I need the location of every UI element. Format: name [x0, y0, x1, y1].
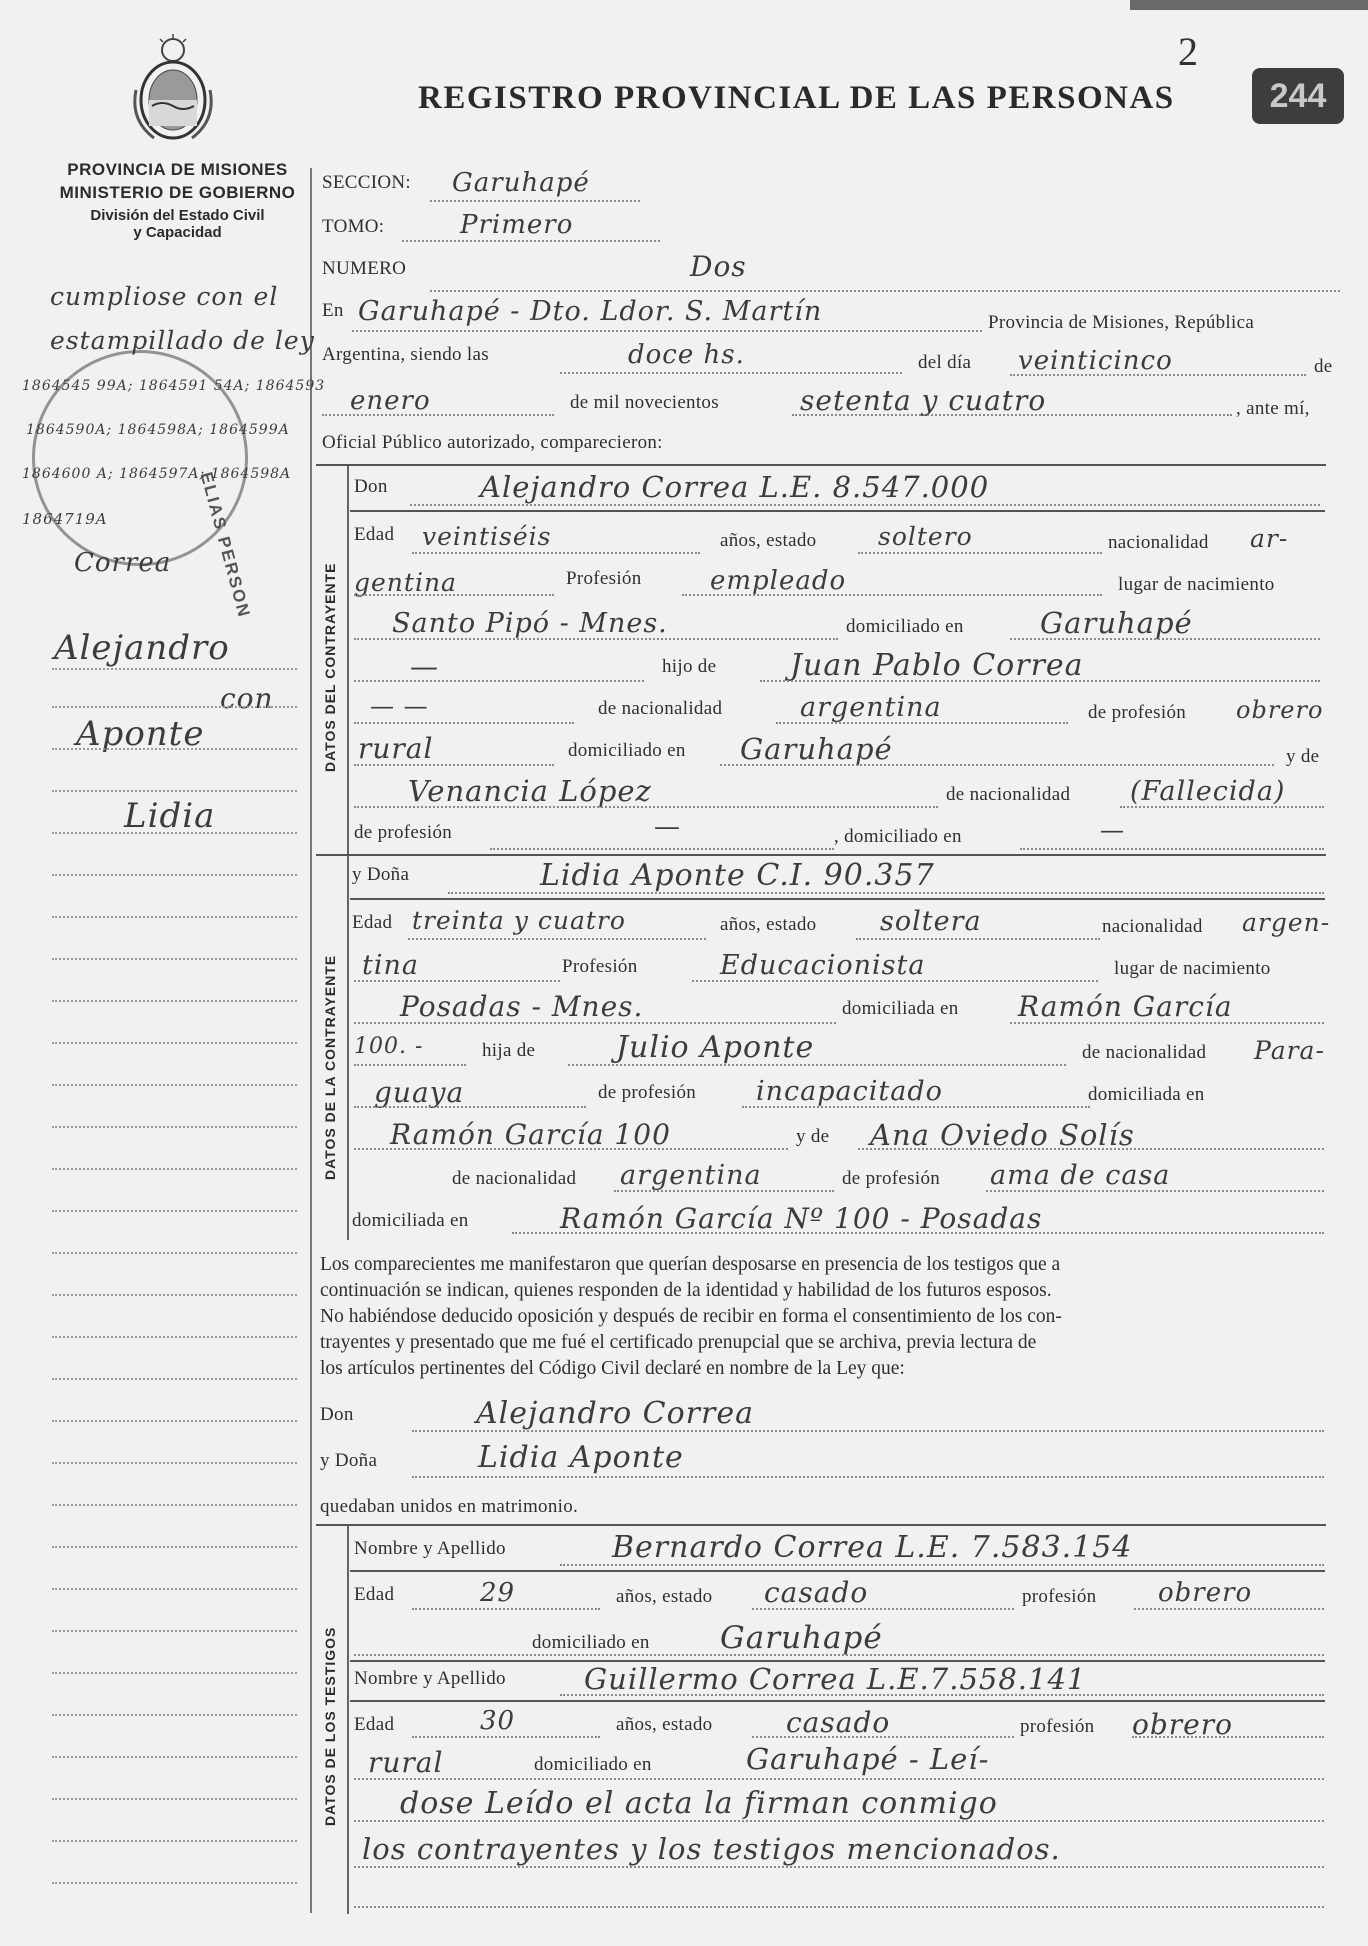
- margin-name-con: con: [220, 682, 274, 715]
- mes-value: enero: [350, 386, 431, 416]
- novia-padre-nac-b: guaya: [374, 1076, 465, 1109]
- lugar-value: Garuhapé - Dto. Ldor. S. Martín: [358, 296, 823, 327]
- novio-profesion: empleado: [710, 566, 847, 596]
- novio-nac-a: ar-: [1250, 524, 1289, 553]
- novio-lugar-nac: Santo Pipó - Mnes.: [392, 608, 668, 639]
- t2-nombre: Guillermo Correa L.E.7.558.141: [584, 1662, 1087, 1696]
- page-title: REGISTRO PROVINCIAL DE LAS PERSONAS: [418, 80, 1175, 116]
- margin-note-3: 1864545 99A; 1864591 54A; 1864593: [22, 378, 326, 394]
- novio-nombre: Alejandro Correa L.E. 8.547.000: [480, 470, 990, 504]
- novio-padre-prof-b: rural: [358, 732, 434, 765]
- novia-lugar-nac: Posadas - Mnes.: [400, 990, 644, 1023]
- cierre-line-2: los contrayentes y los testigos mencionados.: [362, 1832, 1061, 1866]
- t2-edad-label: Edad: [354, 1714, 395, 1735]
- novio-madre-nac-label: de nacionalidad: [946, 784, 1071, 805]
- testigos-side-label: DATOS DE LOS TESTIGOS: [322, 1626, 338, 1826]
- page-number: 2: [1178, 29, 1198, 74]
- t1-prof-label: profesión: [1022, 1586, 1097, 1607]
- de-mil-label: de mil novecientos: [570, 392, 719, 413]
- y-de-label: y de: [1286, 746, 1320, 767]
- novio-padre-prof-label: de profesión: [1088, 702, 1187, 723]
- hora-value: doce hs.: [628, 340, 745, 370]
- seccion-value: Garuhapé: [452, 168, 590, 198]
- novia-padre: Julio Aponte: [616, 1030, 815, 1065]
- novio-nac-b: gentina: [354, 568, 457, 597]
- novio-madre-nac: (Fallecida): [1130, 776, 1286, 807]
- declaracion-line-4: trayentes y presentado que me fué el certificado prenupcial que se archiva, previa lectura de: [320, 1332, 1037, 1353]
- contrayente-la-section-rule: [347, 856, 349, 1240]
- novia-madre-domic: Ramón García Nº 100 - Posadas: [560, 1202, 1043, 1235]
- novio-padre: Juan Pablo Correa: [790, 648, 1084, 683]
- declaracion-paragraph: [320, 1252, 1325, 1382]
- t1-prof: obrero: [1158, 1578, 1253, 1608]
- novia-domicilio-b: 100. -: [354, 1034, 424, 1059]
- margin-name-lidia: Lidia: [124, 796, 216, 836]
- t2-estado: casado: [786, 1706, 891, 1739]
- t2-nombre-label: Nombre y Apellido: [354, 1668, 506, 1689]
- novia-madre-nac: argentina: [620, 1160, 762, 1191]
- top-edge-shadow: [1130, 0, 1368, 10]
- testigos-section-rule: [347, 1526, 349, 1914]
- margin-signature: Correa: [74, 548, 172, 578]
- numero-value: Dos: [690, 250, 747, 283]
- novia-padre-nac-a: Para-: [1254, 1036, 1325, 1065]
- novio-padre-nac-label: de nacionalidad: [598, 698, 723, 719]
- decl-don-label: Don: [320, 1404, 354, 1425]
- t2-anios-estado-label: años, estado: [616, 1714, 713, 1735]
- margin-note-5: 1864600 A; 1864597A; 1864598A: [22, 466, 292, 482]
- tomo-label: TOMO:: [322, 216, 385, 237]
- t2-edad: 30: [480, 1706, 516, 1736]
- hijo-de-label: hijo de: [662, 656, 717, 677]
- novio-padre-nac: argentina: [800, 692, 942, 723]
- t2-prof-b: rural: [368, 1746, 444, 1779]
- t1-edad: 29: [480, 1578, 516, 1608]
- novio-madre-domic-label: , domiciliado en: [834, 826, 962, 847]
- padre-dash: — —: [370, 692, 429, 720]
- stamp-number: 244: [1252, 68, 1344, 124]
- novia-domic-label: domiciliada en: [842, 998, 959, 1019]
- novio-edad-label: Edad: [354, 524, 395, 545]
- oficial-text: Oficial Público autorizado, comparecieron:: [322, 432, 663, 453]
- novia-lugar-nac-label: lugar de nacimiento: [1114, 958, 1271, 979]
- dona-label: y Doña: [352, 864, 410, 885]
- margin-rule: [310, 168, 312, 1913]
- t1-nombre-label: Nombre y Apellido: [354, 1538, 506, 1559]
- contrayente-la-side-label: DATOS DE LA CONTRAYENTE: [322, 954, 338, 1180]
- novio-padre-prof-a: obrero: [1236, 696, 1324, 724]
- t2-domic: Garuhapé - Leí-: [746, 1742, 990, 1776]
- novio-prof-label: Profesión: [566, 568, 642, 589]
- numero-label: NUMERO: [322, 258, 407, 279]
- division-line-1: División del Estado Civil: [90, 207, 265, 224]
- novia-padre-domic: Ramón García 100: [390, 1118, 671, 1151]
- cierre-line-1: dose Leído el acta la firman conmigo: [400, 1786, 998, 1821]
- novia-estado: soltera: [880, 906, 982, 937]
- margin-name-alejandro: Alejandro: [54, 628, 230, 668]
- novio-madre-prof-label: de profesión: [354, 822, 453, 843]
- margin-note-1: cumpliose con el: [50, 282, 279, 311]
- margin-name-aponte: Aponte: [76, 714, 205, 754]
- t2-domic-label: domiciliado en: [534, 1754, 652, 1775]
- don-label: Don: [354, 476, 388, 497]
- novio-domicilio: Garuhapé: [1040, 606, 1193, 640]
- novia-padre-domic-label: domiciliada en: [1088, 1084, 1205, 1105]
- t2-prof-a: obrero: [1132, 1708, 1233, 1741]
- novio-estado: soltero: [878, 522, 973, 551]
- tomo-value: Primero: [460, 210, 574, 240]
- novia-prof-label: Profesión: [562, 956, 638, 977]
- novio-edad: veintiséis: [422, 522, 552, 551]
- quedaban-text: quedaban unidos en matrimonio.: [320, 1496, 579, 1517]
- t2-prof-label: profesión: [1020, 1716, 1095, 1737]
- seccion-label: SECCION:: [322, 172, 411, 193]
- novio-padre-domic-label: domiciliado en: [568, 740, 686, 761]
- division-line-2: y Capacidad: [133, 224, 222, 241]
- novia-anios-estado-label: años, estado: [720, 914, 817, 935]
- novia-nac-b: tina: [362, 950, 419, 981]
- contrayente-side-label: DATOS DEL CONTRAYENTE: [322, 562, 338, 772]
- novia-nac-label: nacionalidad: [1102, 916, 1203, 937]
- t1-nombre: Bernardo Correa L.E. 7.583.154: [612, 1530, 1133, 1565]
- novio-madre-domic: —: [1100, 816, 1125, 844]
- en-label: En: [322, 300, 344, 321]
- declaracion-line-3: No habiéndose deducido oposición y después de recibir en forma el consentimiento de los con-: [320, 1306, 1062, 1327]
- t1-anios-estado-label: años, estado: [616, 1586, 713, 1607]
- novia-edad-label: Edad: [352, 912, 393, 933]
- decl-don-value: Alejandro Correa: [476, 1396, 755, 1431]
- novio-domic-label: domiciliado en: [846, 616, 964, 637]
- margin-note-6: 1864719A: [22, 510, 108, 528]
- coat-of-arms-icon: [130, 34, 216, 144]
- del-dia-label: del día: [918, 352, 972, 373]
- declaracion-line-2: continuación se indican, quienes responden de la identidad y habilidad de los futuros esposos.: [320, 1280, 1052, 1301]
- novio-anios-estado-label: años, estado: [720, 530, 817, 551]
- novia-nac-a: argen-: [1242, 908, 1331, 937]
- t1-domic-label: domiciliado en: [532, 1632, 650, 1653]
- novia-madre-domic-label: domiciliada en: [352, 1210, 469, 1231]
- novio-nac-label: nacionalidad: [1108, 532, 1209, 553]
- anio-value: setenta y cuatro: [800, 384, 1047, 417]
- provincia-text: Provincia de Misiones, República: [988, 312, 1255, 333]
- novio-madre-prof: —: [654, 812, 681, 842]
- novia-madre-prof: ama de casa: [990, 1160, 1171, 1191]
- novia-nombre: Lidia Aponte C.I. 90.357: [540, 858, 935, 893]
- novio-padre-domic: Garuhapé: [740, 732, 893, 766]
- declaracion-line-1: Los comparecientes me manifestaron que querían desposarse en presencia de los testigos que a: [320, 1254, 1061, 1275]
- decl-dona-value: Lidia Aponte: [478, 1440, 684, 1475]
- novia-edad: treinta y cuatro: [412, 906, 626, 935]
- novia-madre-prof-label: de profesión: [842, 1168, 941, 1189]
- novia-madre: Ana Oviedo Solís: [870, 1118, 1135, 1152]
- novia-padre-prof: incapacitado: [756, 1076, 943, 1107]
- novia-padre-nac-label: de nacionalidad: [1082, 1042, 1207, 1063]
- hija-de-label: hija de: [482, 1040, 536, 1061]
- novia-padre-prof-label: de profesión: [598, 1082, 697, 1103]
- novia-y-de-label: y de: [796, 1126, 830, 1147]
- novio-lugar-nac-label: lugar de nacimiento: [1118, 574, 1275, 595]
- t1-edad-label: Edad: [354, 1584, 395, 1605]
- dia-value: veinticinco: [1018, 346, 1173, 376]
- left-office-header: [40, 160, 315, 241]
- novio-madre: Venancia López: [408, 774, 652, 808]
- novia-madre-nac-label: de nacionalidad: [452, 1168, 577, 1189]
- margin-note-4: 1864590A; 1864598A; 1864599A: [26, 422, 290, 438]
- declaracion-line-5: los artículos pertinentes del Código Civil declaré en nombre de la Ley que:: [320, 1358, 905, 1379]
- margin-note-2: estampillado de ley: [50, 326, 315, 355]
- decl-dona-label: y Doña: [320, 1450, 378, 1471]
- t1-domic: Garuhapé: [720, 1620, 883, 1656]
- ante-mi-label: , ante mí,: [1236, 398, 1310, 419]
- novia-domicilio-a: Ramón García: [1018, 990, 1233, 1023]
- ministry-name: MINISTERIO DE GOBIERNO: [59, 183, 296, 202]
- argentina-text: Argentina, siendo las: [322, 344, 489, 365]
- contrayente-section-rule: [347, 466, 349, 854]
- margin-seal-text: ELIAS PERSON: [196, 470, 254, 621]
- hijo-dash: —: [410, 650, 439, 683]
- de-label: de: [1314, 356, 1333, 377]
- novia-profesion: Educacionista: [720, 950, 926, 981]
- province-name: PROVINCIA DE MISIONES: [67, 160, 288, 179]
- t1-estado: casado: [764, 1576, 869, 1609]
